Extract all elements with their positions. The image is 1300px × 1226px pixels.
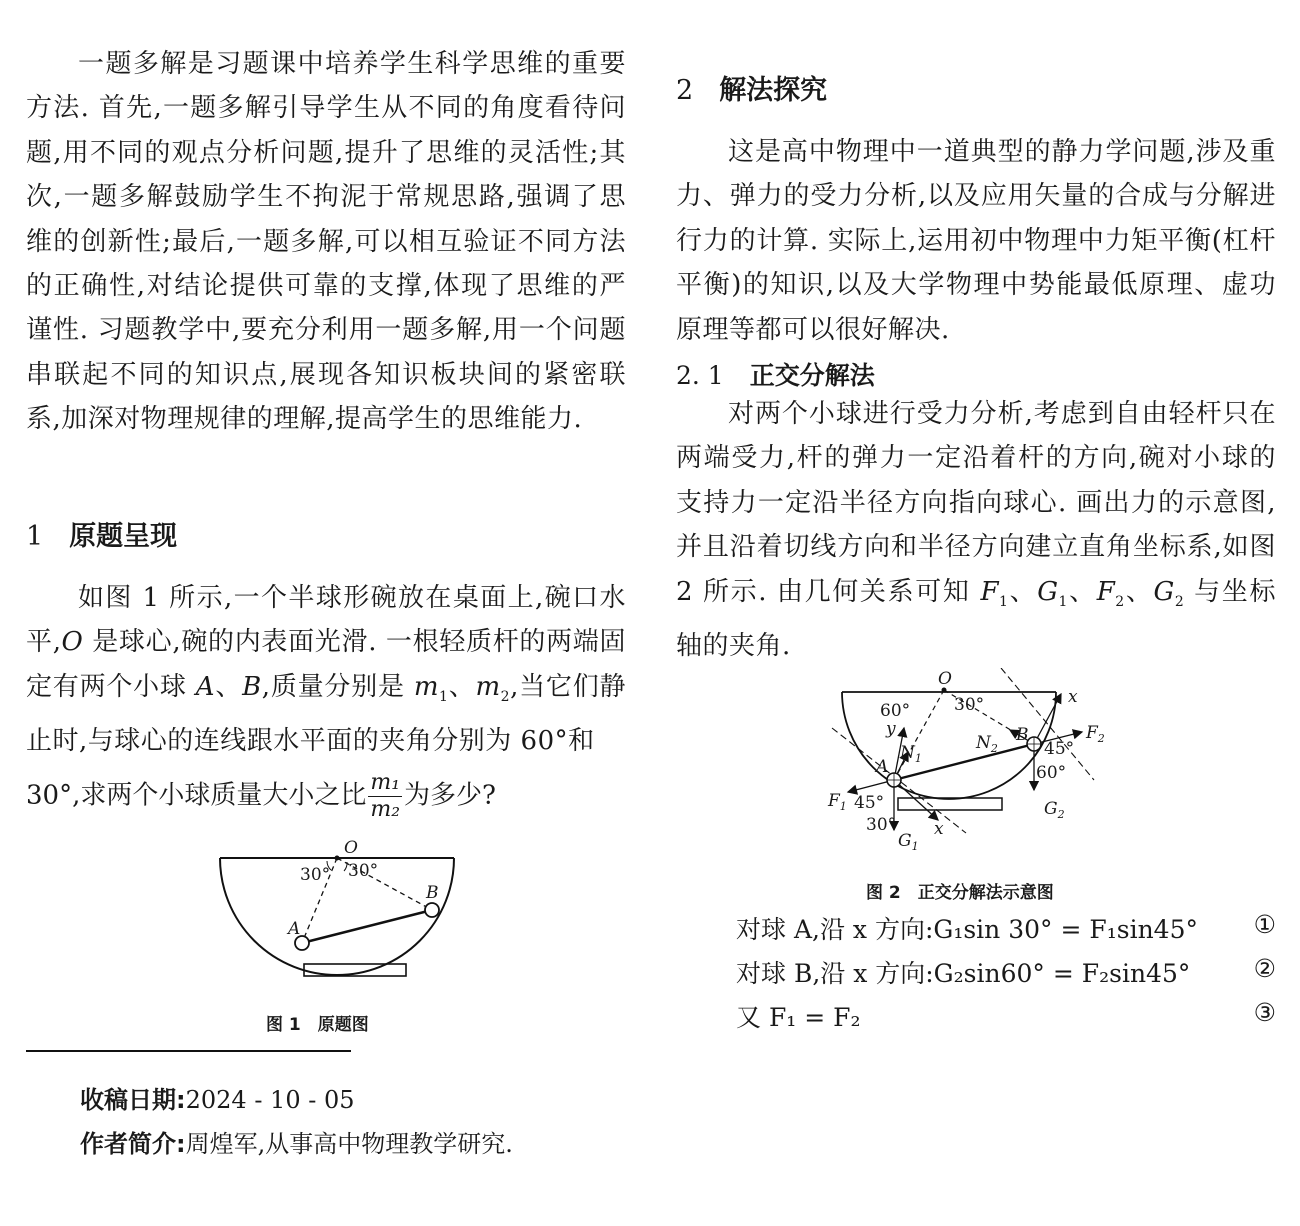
- var-G2: G: [1153, 576, 1175, 607]
- equation-2-text: 对球 B,沿 x 方向:G₂sin60° = F₂sin45°: [736, 959, 1191, 988]
- fraction-denominator: m₂: [370, 797, 401, 822]
- label-F2: $F_2$: [1086, 723, 1105, 745]
- var-m1-sub: 1: [439, 689, 449, 705]
- label-B: B: [426, 883, 439, 903]
- mass-ratio-fraction: [368, 770, 402, 823]
- sub: 2: [1174, 593, 1185, 610]
- figure-2-force-diagram: [826, 668, 1126, 858]
- angle-label-60-B: 60°: [1036, 763, 1067, 783]
- bowl-arc: [220, 858, 454, 975]
- separator: 、: [1124, 576, 1154, 607]
- sub: 1: [1058, 593, 1068, 610]
- section-1-heading: [26, 514, 177, 553]
- label-A: A: [288, 919, 301, 939]
- var-A: A: [195, 671, 216, 702]
- angle-label-60-top: 60°: [880, 701, 911, 721]
- author-label: 作者简介:: [80, 1130, 186, 1158]
- separator: 、: [448, 671, 476, 702]
- var-F2: F: [1096, 576, 1116, 607]
- equation-1: [736, 910, 1276, 946]
- label-y-A: y: [886, 719, 896, 739]
- problem-last-line: [26, 770, 626, 823]
- ball-B: [425, 903, 439, 917]
- author-value: 周煌军,从事高中物理教学研究.: [185, 1130, 513, 1158]
- var-O: O: [61, 627, 84, 658]
- section-2-title: 解法探究: [719, 75, 828, 106]
- received-date: [80, 1080, 355, 1115]
- var-G1: G: [1037, 576, 1059, 607]
- label-B: B: [1016, 725, 1029, 745]
- analysis-paragraph: [676, 392, 1276, 669]
- problem-text-3: ,质量分别是: [261, 671, 414, 702]
- fraction-numerator: m₁: [370, 770, 401, 795]
- problem-text-1: 如图 1 所示,一个半球形碗放在桌面上,碗口水平,: [26, 583, 626, 658]
- angle-label-30-A: 30°: [866, 815, 897, 835]
- var-m2-sub: 2: [500, 689, 511, 705]
- figure-1-bowl-diagram: [122, 836, 622, 986]
- sub: 1: [999, 593, 1009, 610]
- intro-paragraph: 一题多解是习题课中培养学生科学思维的重要方法. 首先,一题多解引导学生从不同的角度看待问题,用不同的观点分析问题,提升了思维的灵活性;其次,一题多解鼓励学生不拘泥于常规思路,强调了思维的创新性;最后,一题多解,可以相互验证不同方法的正确性,对结论提供可靠的支撑,体现了思维的严谨性. 习题教学中,要充分利用一题多解,用一个问题串联起不同的知识点,展现各知识板块间的紧密联系,加深对物理规律的理解,提高学生的思维能力.: [26, 49, 626, 435]
- x-axis-B-arrow: [1034, 694, 1061, 744]
- problem-text-5: 30°,求两个小球质量大小之比: [26, 780, 367, 811]
- x-axis-A-arrow: [894, 780, 938, 820]
- var-F1: F: [980, 576, 999, 607]
- angle-label-right: 30°: [348, 861, 379, 881]
- separator: 、: [215, 671, 243, 702]
- equation-1-mark: ①: [1253, 910, 1276, 939]
- label-O: O: [938, 669, 952, 689]
- method-intro-paragraph: 这是高中物理中一道典型的静力学问题,涉及重力、弹力的受力分析,以及应用矢量的合成与分解进行力的计算. 实际上,运用初中物理中力矩平衡(杠杆平衡)的知识,以及大学物理中势能最低原理、虚功原理等都可以很好解决.: [676, 137, 1276, 345]
- problem-text-4: ,当它们静止时,与球心的连线跟水平面的夹角分别为 60°和: [26, 671, 627, 757]
- section-1-title: 原题呈现: [69, 521, 178, 552]
- received-label: 收稿日期:: [80, 1086, 186, 1114]
- footnote-divider: [26, 1050, 351, 1052]
- section-2-1-heading: [676, 356, 875, 392]
- section-2-1-number: 2. 1: [676, 361, 724, 390]
- separator: 、: [1008, 576, 1038, 607]
- section-2-1-title: 正交分解法: [749, 361, 875, 390]
- equation-2-mark: ②: [1253, 954, 1276, 983]
- equation-3: [736, 998, 1276, 1034]
- angle-label-30-top: 30°: [954, 695, 985, 715]
- section-2-number: 2: [676, 75, 694, 106]
- section-1-number: 1: [26, 521, 44, 552]
- problem-text-6: 为多少?: [404, 780, 496, 811]
- light-rod: [302, 910, 432, 943]
- var-m1: m: [413, 671, 439, 702]
- equation-1-text: 对球 A,沿 x 方向:G₁sin 30° = F₁sin45°: [736, 915, 1198, 944]
- var-m2: m: [475, 671, 501, 702]
- received-value: 2024 - 10 - 05: [185, 1086, 355, 1114]
- label-N2: $N_2$: [976, 733, 998, 755]
- figure-1-caption: 图 1 原题图: [266, 1015, 369, 1035]
- figure-2-caption: 图 2 正交分解法示意图: [866, 883, 1054, 903]
- analysis-text-2: 与坐标轴的夹角.: [676, 576, 1276, 662]
- problem-paragraph: [26, 576, 626, 764]
- label-G2: $G_2$: [1044, 799, 1065, 821]
- analysis-text-1: 对两个小球进行受力分析,考虑到自由轻杆只在两端受力,杆的弹力一定沿着杆的方向,碗对小球的支持力一定沿半径方向指向球心. 画出力的示意图,并且沿着切线方向和半径方向建立直角坐标系,如图 2 所示. 由几何关系可知: [676, 399, 1276, 607]
- label-A: A: [876, 757, 889, 777]
- angle-label-45-B: 45°: [1044, 739, 1075, 759]
- angle-label-left: 30°: [300, 865, 331, 885]
- separator: 、: [1067, 576, 1097, 607]
- angle-label-45-A: 45°: [854, 793, 885, 813]
- equation-3-text: 又 F₁ = F₂: [736, 1003, 861, 1032]
- var-B: B: [242, 671, 262, 702]
- problem-text-2: 是球心,碗的内表面光滑. 一根轻质杆的两端固定有两个小球: [26, 627, 627, 702]
- author-info: [80, 1124, 513, 1159]
- label-F1: $F_1$: [828, 791, 847, 813]
- equation-2: [736, 954, 1276, 990]
- label-N1: $N_1$: [900, 743, 922, 765]
- label-x-A: x: [934, 819, 944, 839]
- sub: 2: [1115, 593, 1125, 610]
- center-O-dot: [335, 856, 340, 861]
- section-2-heading: [676, 68, 827, 107]
- label-x-B: x: [1068, 687, 1078, 707]
- equation-3-mark: ③: [1253, 998, 1276, 1027]
- label-G1: $G_1$: [898, 831, 919, 853]
- label-O: O: [344, 838, 358, 858]
